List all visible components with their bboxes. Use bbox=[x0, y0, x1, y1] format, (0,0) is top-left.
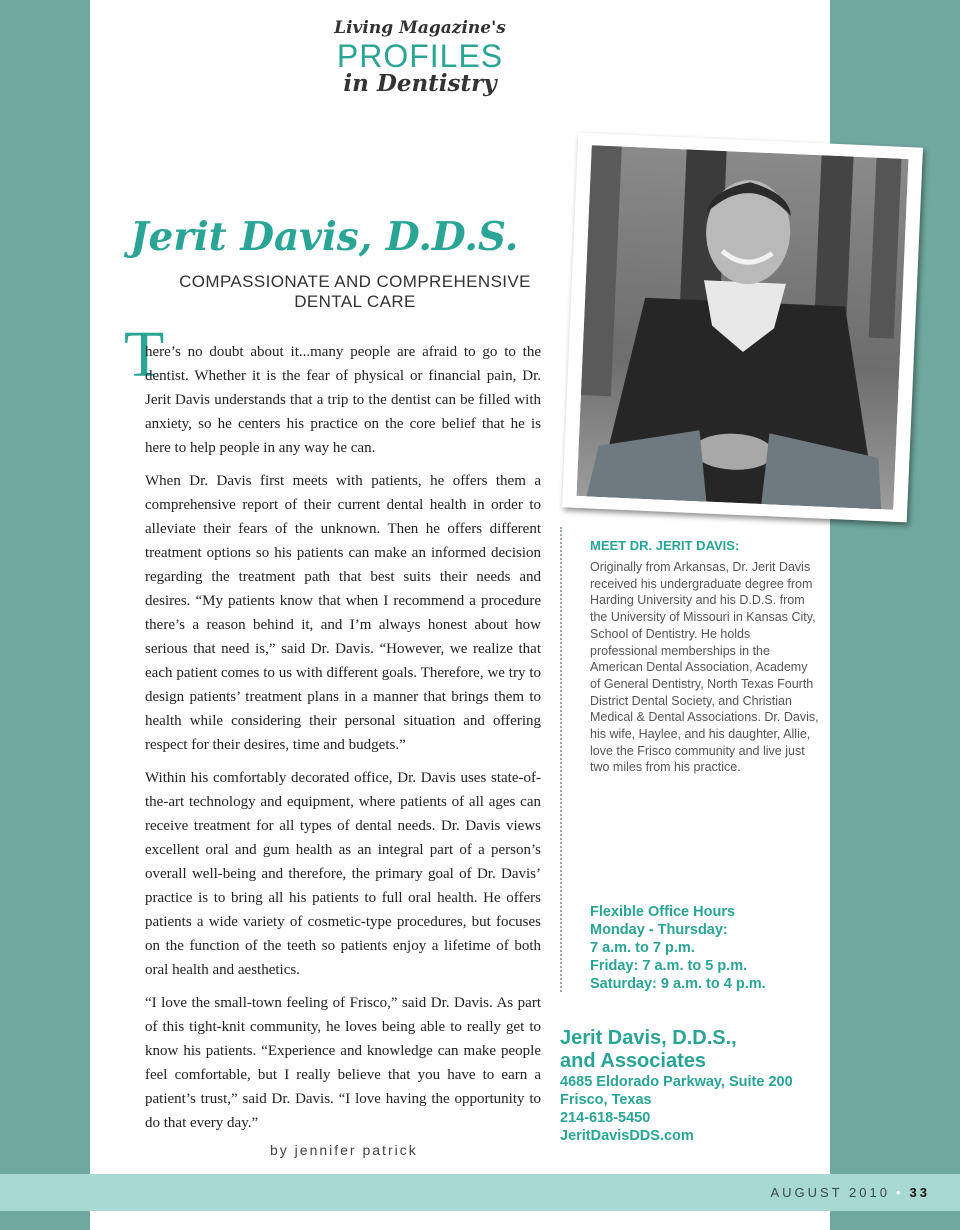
meet-text: Originally from Arkansas, Dr. Jerit Davis received his undergraduate degree from Harding University and his D.D.S. from the University of Missouri in Kansas City, School of Dentistry. He holds professional memberships in the American Dental Association, Academy of General Dentistry, North Texas Fourth District Dental Society, and Christian Medical & Dental Associations. Dr. Davis, his wife, Haylee, and his daughter, Allie, love the Frisco community and live just two miles from his practice. bbox=[590, 560, 819, 775]
practice-address: 4685 Eldorado Parkway, Suite 200 bbox=[560, 1074, 793, 1090]
drop-cap: T bbox=[124, 318, 165, 391]
article-paragraph-3: Within his comfortably decorated office, Dr. Davis uses state-of-the-art technology and equipment, where patients of all ages can receive treatment for all types of dental needs. Dr. Davis views excellent oral and gum health as an integral part of a person’s overall well-being and therefore, the primary goal of Dr. Davis’ practice is to bring all his patients to full oral health. He offers patients a wide variety of cosmetic-type procedures, but focuses on the function of the teeth so patients enjoy a lifetime of both oral health and aesthetics. bbox=[145, 770, 541, 978]
meet-box bbox=[590, 538, 820, 776]
article-subtitle-line1: COMPASSIONATE AND COMPREHENSIVE bbox=[179, 272, 531, 291]
practice-city: Frisco, Texas bbox=[560, 1092, 652, 1108]
bullet-separator: • bbox=[895, 1185, 904, 1200]
practice-name-line2: and Associates bbox=[560, 1050, 706, 1072]
header-subtitle: in Dentistry bbox=[343, 70, 497, 97]
hours-line: Friday: 7 a.m. to 5 p.m. bbox=[590, 958, 748, 974]
header-kicker: Living Magazine's bbox=[334, 18, 506, 38]
portrait-photo-frame bbox=[562, 133, 923, 523]
article-body bbox=[145, 340, 541, 1144]
portrait-photo-icon bbox=[576, 145, 908, 509]
practice-phone[interactable]: 214-618-5450 bbox=[560, 1110, 651, 1126]
office-hours bbox=[590, 903, 820, 993]
hours-heading: Flexible Office Hours bbox=[590, 904, 736, 920]
hours-line: Saturday: 9 a.m. to 4 p.m. bbox=[590, 976, 766, 992]
hours-line: 7 a.m. to 7 p.m. bbox=[590, 940, 695, 956]
article-paragraph-2: When Dr. Davis first meets with patients, he offers them a comprehensive report of their current dental health in order to alleviate their fears of the unknown. Then he offers different treatment options so his patients can make an informed decision regarding the treatment path that best suits their needs and desires. “My patients know that when I recommend a procedure there’s a reason behind it, and I’m always honest about how serious that need is,” said Dr. Davis. “However, we realize that each patient comes to us with different goals. Therefore, we try to design patients’ treatment plans in a manner that brings them to health while considering their personal situation and offering respect for their desires, time and budgets.” bbox=[145, 473, 541, 753]
article-paragraph-4: “I love the small-town feeling of Frisco,” said Dr. Davis. As part of this tight-knit community, he loves being able to really get to know his patients. “Experience and knowledge can make people feel comfortable, but I really believe that you have to earn a patient’s trust,” said Dr. Davis. “I love having the opportunity to do that every day.” bbox=[145, 995, 541, 1131]
sidebar-divider bbox=[560, 527, 562, 992]
hours-line: Monday - Thursday: bbox=[590, 922, 728, 938]
article-paragraph-1: here’s no doubt about it...many people are afraid to go to the dentist. Whether it is the fear of physical or financial pain, Dr. Jerit Davis understands that a trip to the dentist can be filled with anxiety, so he centers his practice on the core belief that he is here to help people in any way he can. bbox=[145, 344, 541, 456]
article-subtitle-line2: DENTAL CARE bbox=[294, 292, 416, 311]
page-number: 33 bbox=[909, 1185, 930, 1200]
contact-block bbox=[560, 1027, 830, 1145]
article-title: Jerit Davis, D.D.S. bbox=[130, 214, 519, 260]
article-subtitle bbox=[130, 272, 580, 312]
byline: by jennifer patrick bbox=[270, 1142, 418, 1158]
page-folio bbox=[771, 1185, 931, 1200]
practice-website-link[interactable]: JeritDavisDDS.com bbox=[560, 1128, 694, 1144]
meet-title: MEET DR. JERIT DAVIS: bbox=[590, 538, 740, 553]
issue-date: AUGUST 2010 bbox=[770, 1185, 890, 1200]
magazine-header bbox=[300, 18, 540, 96]
header-title: PROFILES bbox=[336, 38, 504, 74]
practice-name-line1: Jerit Davis, D.D.S., bbox=[560, 1027, 737, 1049]
